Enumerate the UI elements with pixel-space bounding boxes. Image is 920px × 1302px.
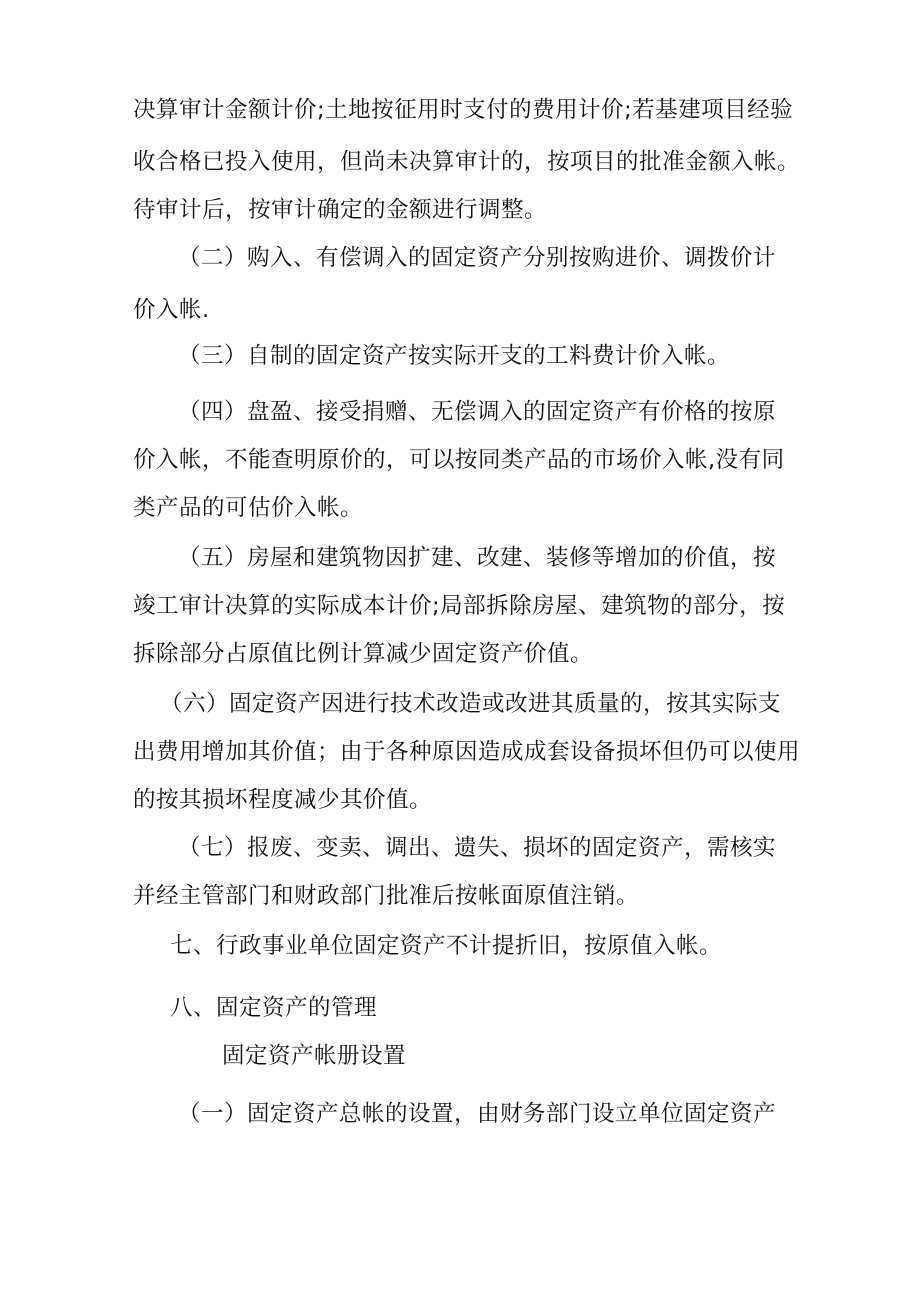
text-line: 收合格已投入使用，但尚未决算审计的，按项目的批准金额入帐。 [133,149,801,175]
text-line: 竣工审计决算的实际成本计价;局部拆除房屋、建筑物的部分，按 [133,593,786,619]
text-line: 决算审计金额计价;土地按征用时支付的费用计价;若基建项目经验 [133,97,794,123]
text-line: 并经主管部门和财政部门批准后按帐面原值注销。 [133,883,640,909]
text-line: 拆除部分占原值比例计算减少固定资产价值。 [133,641,594,667]
subsection-heading: 固定资产帐册设置 [222,1043,407,1069]
text-line: 价入帐，不能查明原价的，可以按同类产品的市场价入帐,没有同 [133,447,785,473]
text-line: 的按其损坏程度减少其价值。 [133,787,433,813]
section-heading: 八、固定资产的管理 [170,995,378,1021]
text-line: 价入帐. [133,297,210,323]
section-heading: 七、行政事业单位固定资产不计提折旧，按原值入帐。 [170,933,723,959]
text-line: 出费用增加其价值；由于各种原因造成成套设备损坏但仍可以使用 [133,739,801,765]
text-line: （七）报废、变卖、调出、遗失、损坏的固定资产，需核实 [178,835,777,861]
text-line: （六）固定资产因进行技术改造或改进其质量的，按其实际支 [160,691,782,717]
text-line: 类产品的可估价入帐。 [133,495,364,521]
text-line: （三）自制的固定资产按实际开支的工料费计价入帐。 [178,343,731,369]
text-line: （四）盘盈、接受捐赠、无偿调入的固定资产有价格的按原 [178,399,777,425]
text-line: （一）固定资产总帐的设置，由财务部门设立单位固定资产 [178,1101,777,1127]
text-line: 待审计后，按审计确定的金额进行调整。 [133,197,548,223]
text-line: （二）购入、有偿调入的固定资产分别按购进价、调拨价计 [178,245,777,271]
text-line: （五）房屋和建筑物因扩建、改建、装修等增加的价值，按 [178,545,777,571]
